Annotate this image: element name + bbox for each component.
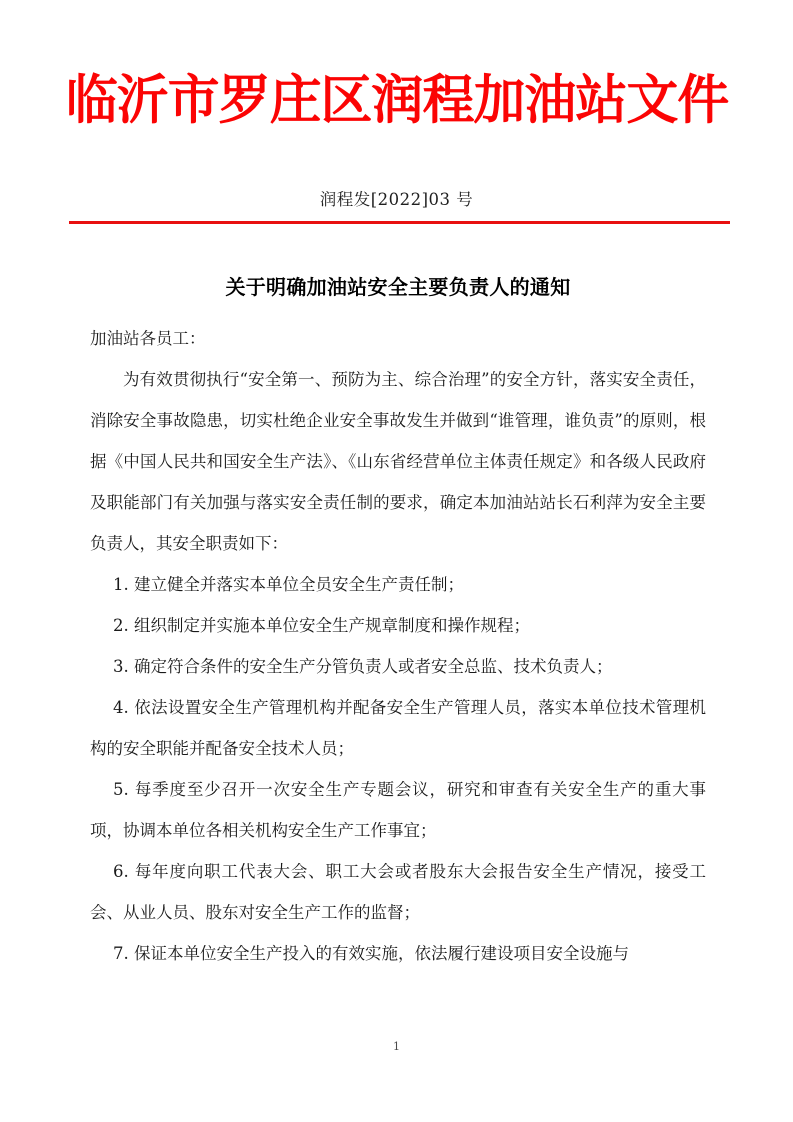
document-serial-number: 润程发[2022]03 号 (319, 190, 474, 209)
list-item: 6. 每年度向职工代表大会、职工大会或者股东大会报告安全生产情况，接受工会、从业人员、股东对安全生产工作的监督； (90, 862, 706, 922)
document-salutation: 加油站各员工： (90, 329, 206, 348)
masthead-divider-rule (69, 221, 730, 224)
list-item: 1. 建立健全并落实本单位全员安全生产责任制； (113, 575, 464, 594)
masthead (0, 72, 793, 130)
document-opening-paragraph: 为有效贯彻执行“安全第一、预防为主、综合治理”的安全方针，落实安全责任，消除安全事故隐患，切实杜绝企业安全事故发生并做到“谁管理，谁负责”的原则，根据《中国人民共和国安全生产法》、《山东省经营单位主体责任规定》和各级人民政府及职能部门有关加强与落实安全责任制的要求，确定本加油站站长石利萍为安全主要负责人，其安全职责如下： (90, 370, 706, 553)
document-heading: 关于明确加油站安全主要负责人的通知 (225, 275, 571, 299)
list-item: 4. 依法设置安全生产管理机构并配备安全生产管理人员，落实本单位技术管理机构的安全职能并配备安全技术人员； (90, 698, 706, 758)
list-item: 5. 每季度至少召开一次安全生产专题会议，研究和审查有关安全生产的重大事项，协调本单位各相关机构安全生产工作事宜； (90, 780, 706, 840)
list-item: 3. 确定符合条件的安全生产分管负责人或者安全总监、技术负责人； (113, 657, 613, 676)
list-item: 2. 组织制定并实施本单位安全生产规章制度和操作规程； (113, 616, 530, 635)
list-item: 7. 保证本单位安全生产投入的有效实施，依法履行建设项目安全设施与 (113, 944, 629, 963)
footer-page-number: 1 (393, 1040, 400, 1053)
responsibility-list (90, 564, 706, 974)
masthead-organization-title: 临沂市罗庄区润程加油站文件 (65, 70, 728, 131)
document-body (90, 272, 706, 974)
